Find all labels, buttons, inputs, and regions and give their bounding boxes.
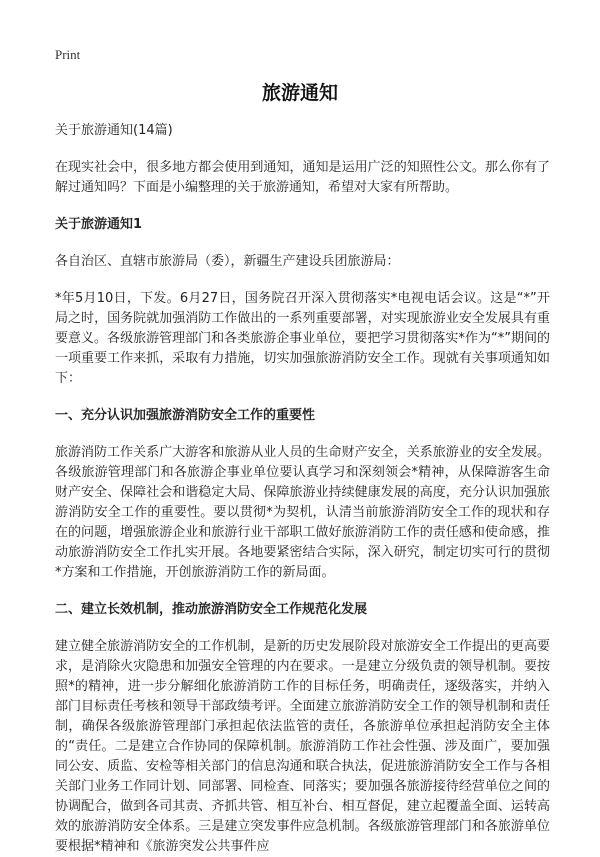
paragraph-2: 旅游消防工作关系广大游客和旅游从业人员的生命财产安全，关系旅游业的安全发展。各级旅游管理部门和各旅游企事业单位要认真学习和深刻领会*精神，从保障游客生命财产安全、保障社会和谐稳定大局、保障旅游业持续健康发展的高度，充分认识加强旅游消防安全工作的重要性。要以贯彻*为契机，认清当前旅游消防安全工作的现状和存在的问题，增强旅游企业和旅游行业干部职工做好旅游消防工作的责任感和使命感，推动旅游消防安全工作扎实开展。各地要紧密结合实际，深入研究，制定切实可行的贯彻*方案和工作措施，开创旅游消防工作的新局面。 [55, 445, 550, 580]
salutation: 各自治区、直辖市旅游局（委），新疆生产建设兵团旅游局： [55, 254, 400, 269]
paragraph-1: *年5月10日，下发。6月27日，国务院召开深入贯彻落实*电视电话会议。这是“*”开局之时，国务院就加强消防工作做出的一系列重要部署，对实现旅游业安全发展具有重要意义。各级旅游管理部门和各类旅游企事业单位，要把学习贯彻落实*作为“*”期间的一项重要工作来抓，采取有力措施，切实加强旅游消防安全工作。现就有关事项通知如下： [55, 291, 550, 386]
document-subtitle: 关于旅游通知(14篇) [55, 123, 173, 138]
subheading-1: 一、充分认识加强旅游消防安全工作的重要性 [55, 408, 316, 423]
page-title: 旅游通知 [261, 82, 338, 104]
intro-paragraph: 在现实社会中，很多地方都会使用到通知，通知是运用广泛的知照性公文。那么你有了解过通知吗？下面是小编整理的关于旅游通知，希望对大家有所帮助。 [55, 160, 550, 195]
subheading-2: 二、建立长效机制，推动旅游消防安全工作规范化发展 [55, 602, 368, 617]
paragraph-3: 建立健全旅游消防安全的工作机制，是新的历史发展阶段对旅游安全工作提出的更高要求，是消除火灾隐患和加强安全管理的内在要求。一是建立分级负责的领导机制。要按照*的精神，进一步分解细化旅游消防工作的目标任务，明确责任，逐级落实，并纳入部门目标责任考核和领导干部政绩考评。全面建立旅游消防安全工作的领导机制和责任制，确保各级旅游管理部门承担起依法监管的责任，各旅游单位承担起消防安全主体的“责任。二是建立合作协同的保障机制。旅游消防工作社会性强、涉及面广，要加强同公安、质监、安检等相关部门的信息沟通和联合执法，促进旅游消防安全工作与各相关部门业务工作同计划、同部署、同检查、同落实；要加强各旅游接待经营单位之间的协调配合，做到各司其责、齐抓共管、相互补台、相互督促，建立起覆盖全面、运转高效的旅游消防安全体系。三是建立突发事件应急机制。各级旅游管理部门和各旅游单位要根据*精神和《旅游突发公共事件应 [55, 639, 550, 854]
document-body [55, 121, 550, 857]
section-heading: 关于旅游通知1 [55, 217, 143, 232]
print-link[interactable]: Print [55, 47, 81, 62]
